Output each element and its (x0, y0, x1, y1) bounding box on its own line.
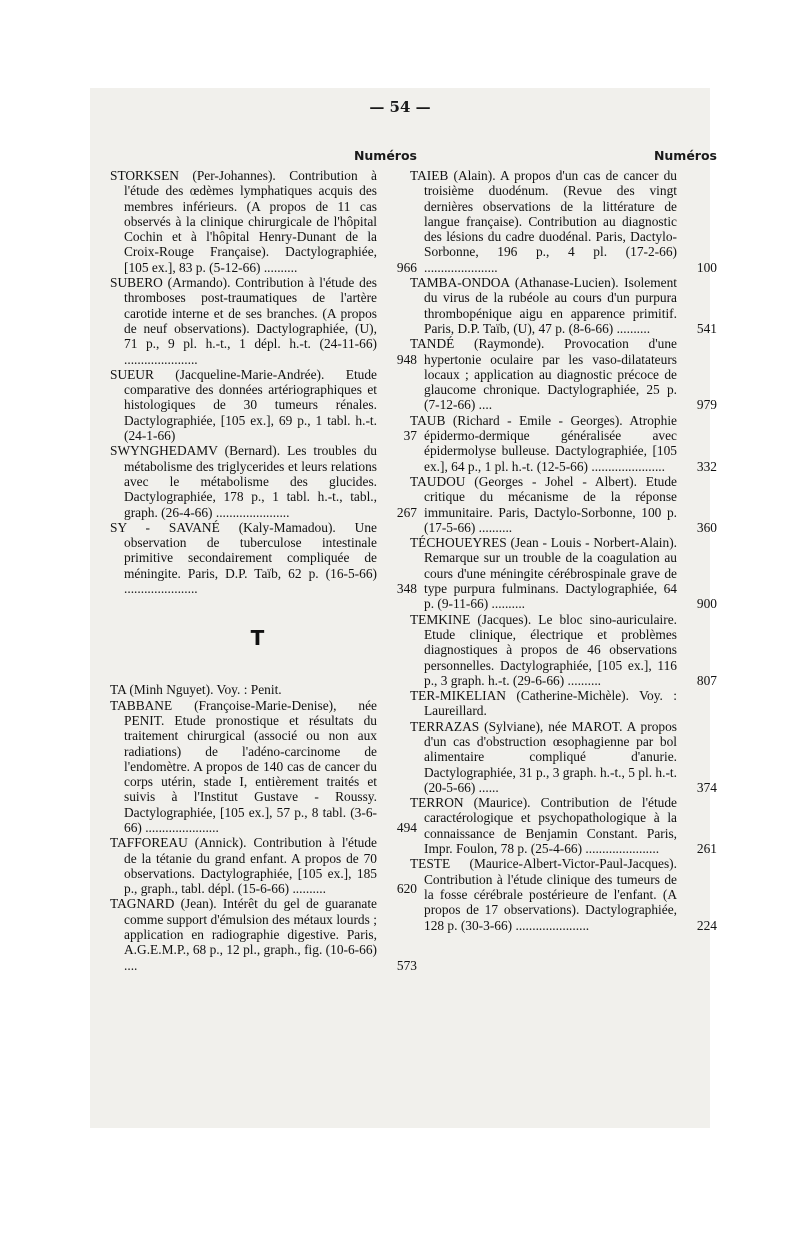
bibliography-entry (410, 611, 717, 688)
right-entries (410, 168, 717, 933)
entry-text: TAGNARD (Jean). Intérêt du gel de guaranate comme support d'émulsion des métaux lourds ; application en radiographie digestive. Paris, A.G.E.M.P., 68 p., 12 pl., graph., fig. (10-6-66) .... (110, 896, 377, 973)
entry-number: 261 (696, 841, 717, 857)
left-entries-t (110, 682, 417, 973)
entry-number: 37 (403, 428, 417, 444)
bibliography-entry (410, 795, 717, 857)
entry-text: TAFFOREAU (Annick). Contribution à l'étude de la tétanie du grand enfant. A propos de 70 observations. Dactylographiée, [105 ex.], 185 p., graph., tabl. dépl. (15-6-66) .......... (110, 835, 377, 897)
entry-text: SY - SAVANÉ (Kaly-Mamadou). Une observation de tuberculose intestinale primitive secondairement compliquée de méningite. Paris, D.P. Taïb, 62 p. (16-5-66) ...................... (110, 519, 377, 597)
bibliography-entry (110, 366, 417, 444)
entry-text: TER-MIKELIAN (Catherine-Michèle). Voy. : Laureillard. (410, 688, 677, 719)
bibliography-entry (110, 896, 417, 973)
left-column (110, 148, 417, 973)
entry-text: TA (Minh Nguyet). Voy. : Penit. (110, 682, 282, 698)
entry-number: 573 (396, 957, 417, 973)
entry-text: TAMBA-ONDOA (Athanase-Lucien). Isolement du virus de la rubéole au cours d'un purpura thrombopénique aigu en apparence primitif. Paris, D.P. Taïb, (U), 47 p. (8-6-66) .......... (410, 275, 677, 336)
entry-number: 900 (696, 596, 717, 612)
bibliography-entry (410, 412, 717, 474)
entry-number: 948 (396, 351, 417, 367)
page-number: — 54 — (369, 98, 431, 116)
bibliography-entry (410, 336, 717, 413)
bibliography-entry (110, 168, 417, 275)
entry-text: TEMKINE (Jacques). Le bloc sino-auriculaire. Etude clinique, électrique et problèmes diagnostiques à propos de 46 observations personnelles. Dactylographiée, [105 ex.], 116 p., 3 graph. h.-t. (29-6-66) .......... (410, 611, 677, 688)
left-entries-s (110, 168, 417, 597)
entry-number: 224 (696, 917, 717, 933)
column-header-right: Numéros (653, 148, 717, 163)
bibliography-entry (110, 682, 405, 697)
bibliography-entry (410, 168, 717, 275)
bibliography-entry (410, 718, 717, 795)
column-header-left: Numéros (353, 148, 417, 163)
bibliography-entry (110, 275, 417, 367)
entry-number: 100 (696, 259, 717, 275)
entry-text: TERRAZAS (Sylviane), née MAROT. A propos d'un cas d'obstruction œsophagienne par bol alimentaire compliqué d'anurie. Dactylographiée, 31 p., 3 graph. h.-t., 5 pl. h.-t. (20-5-66) ...... (410, 718, 677, 795)
bibliography-entry (110, 443, 417, 520)
entry-text: TANDÉ (Raymonde). Provocation d'une hypertonie oculaire par les vaso-dilatateurs locaux ; application au diagnostic précoce de glaucome chronique. Dactylographiée, 25 p. (7-12-66) .... (410, 336, 677, 413)
entry-number: 541 (696, 320, 717, 336)
bibliography-entry (410, 856, 717, 933)
entry-text: TABBANE (Françoise-Marie-Denise), née PENIT. Etude pronostique et résultats du traitement chirurgical (associé ou non aux radiations) de l'adéno-carcinome de l'endomètre. A propos de 140 cas de cancer du corps utérin, stade I, entièrement traités et suivis à l'Institut Gustave - Roussy. Dactylographiée, [105 ex.], 57 p., 8 tabl. (3-6-66) ...................... (110, 697, 377, 835)
bibliography-entry (410, 688, 705, 719)
bibliography-entry (110, 519, 417, 597)
entry-text: STORKSEN (Per-Johannes). Contribution à l'étude des œdèmes lymphatiques acquis des membres inférieurs. (A propos de 11 cas observés à la clinique chirurgicale de l'hôpital Cochin et à l'hôpital Henry-Dunant de la Croix-Rouge Française). Dactylographiée, [105 ex.], 83 p. (5-12-66) .......... (110, 168, 377, 275)
entry-text: SUEUR (Jacqueline-Marie-Andrée). Etude comparative des données artériographiques et histologiques de 30 tumeurs rénales. Dactylographiée, [105 ex.], 69 p., 1 tabl. h.-t. (24-1-66) (110, 366, 377, 444)
entry-text: SUBERO (Armando). Contribution à l'étude des thromboses post-traumatiques de l'artère carotide interne et de ses branches. (A propos de neuf observations). Dactylographiée, (U), 71 p., 9 pl. h.-t., 1 dépl. h.-t. (24-11-66) ...................... (110, 275, 377, 367)
bibliography-entry (410, 275, 717, 336)
entry-text: TERRON (Maurice). Contribution de l'étude caractérologique et psychopathologique à la connaissance de Benjamin Constant. Paris, Impr. Foulon, 78 p. (25-4-66) ...................... (410, 795, 677, 857)
entry-number: 807 (696, 672, 717, 688)
bibliography-entry (110, 697, 417, 836)
entry-number: 374 (696, 779, 717, 795)
entry-text: TAIEB (Alain). A propos d'un cas de cancer du troisième duodénum. (Revue des vingt dernières observations de la littérature de langue française). Contribution au diagnostic des lésions du cadre duodénal. Paris, Dactylo-Sorbonne, 196 p., 4 pl. (17-2-66) ...................... (410, 168, 677, 275)
entry-number: 267 (396, 504, 417, 520)
entry-number: 360 (696, 519, 717, 535)
entry-text: SWYNGHEDAMV (Bernard). Les troubles du métabolisme des triglycerides et leurs relations avec le métabolisme des glucides. Dactylographiée, 178 p., 1 tabl. h.-t., tabl., graph. (26-4-66) ...................... (110, 443, 377, 520)
bibliography-entry (410, 535, 717, 612)
entry-number: 348 (396, 581, 417, 597)
entry-number: 332 (696, 458, 717, 474)
entry-number: 979 (696, 397, 717, 413)
bibliography-entry (410, 473, 717, 535)
right-column (410, 148, 717, 933)
entry-number: 966 (396, 259, 417, 275)
bibliography-entry (110, 835, 417, 897)
entry-text: TESTE (Maurice-Albert-Victor-Paul-Jacques). Contribution à l'étude clinique des tumeurs de la fosse cérébrale postérieure de l'enfant. (A propos de 17 observations). Dactylographiée, 128 p. (30-3-66) ...................... (410, 856, 677, 933)
entry-number: 494 (396, 819, 417, 835)
entry-text: TAUDOU (Georges - Johel - Albert). Etude critique du mécanisme de la réponse immunitaire. Paris, Dactylo-Sorbonne, 100 p. (17-5-66) .......... (410, 473, 677, 535)
entry-number: 620 (396, 881, 417, 897)
section-letter: T (250, 626, 265, 651)
entry-text: TÉCHOUEYRES (Jean - Louis - Norbert-Alain). Remarque sur un trouble de la coagulation au cours d'une méningite cérébrospinale grave de type purpura fulminans. Dactylographiée, 64 p. (9-11-66) .......... (410, 535, 677, 612)
entry-text: TAUB (Richard - Emile - Georges). Atrophie épidermo-dermique généralisée avec épidermolyse bulleuse. Dactylographiée, [105 ex.], 64 p., 1 pl. h.-t. (12-5-66) ...................... (410, 412, 677, 474)
